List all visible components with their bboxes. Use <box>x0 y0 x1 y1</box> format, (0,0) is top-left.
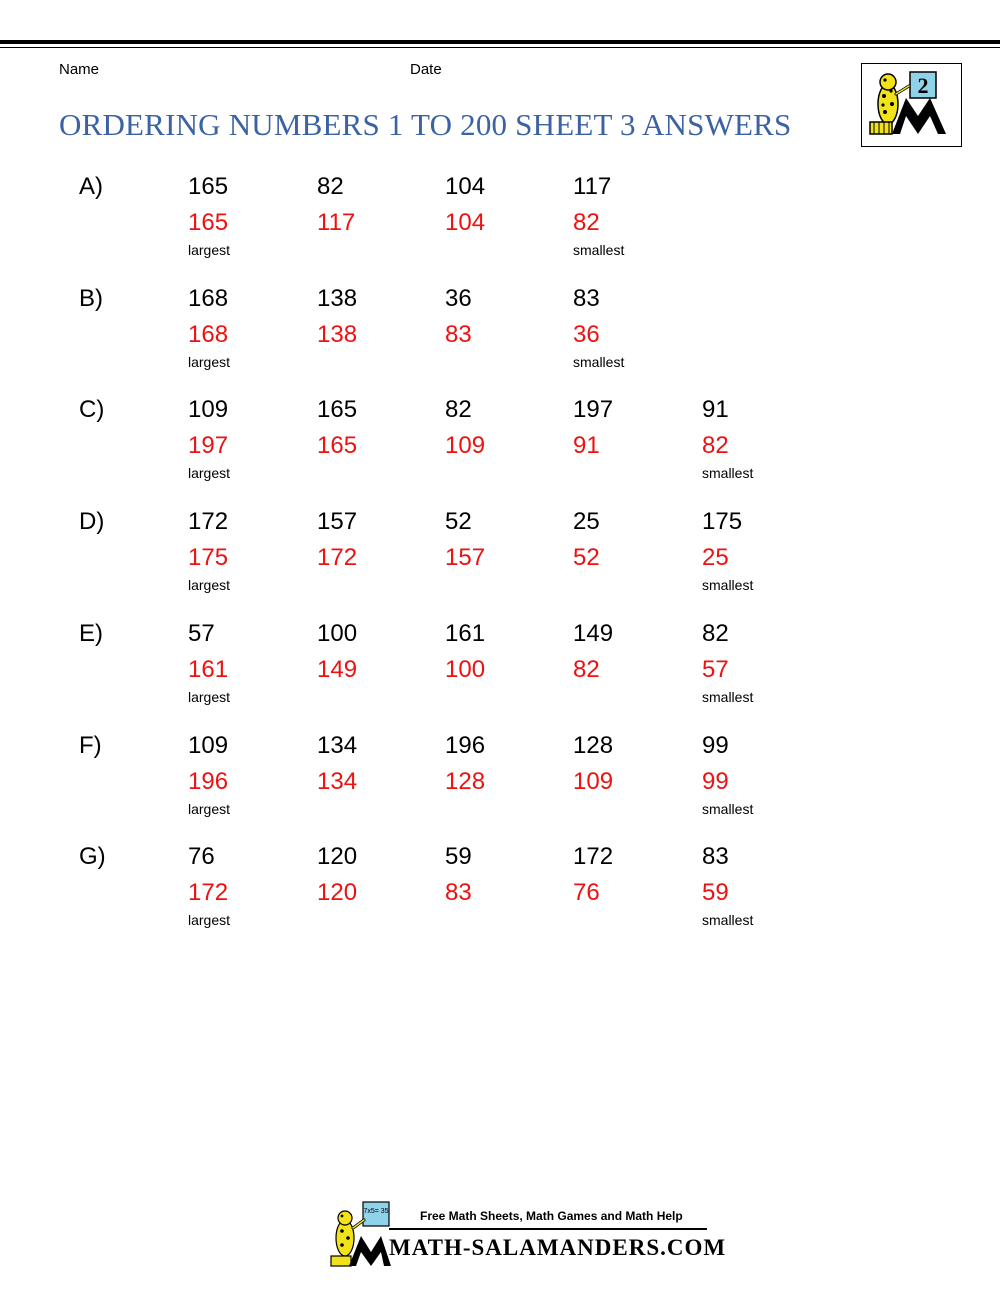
top-rule-thick <box>0 40 1000 44</box>
largest-label: largest <box>188 689 231 705</box>
problem-row <box>0 731 1000 831</box>
given-number: 91 <box>702 396 729 423</box>
smallest-label: smallest <box>702 912 754 928</box>
given-number: 99 <box>702 732 729 759</box>
problem-row <box>0 619 1000 719</box>
given-number: 128 <box>573 732 614 759</box>
ordered-answer: 76 <box>573 879 600 906</box>
ordered-answer: 128 <box>445 768 486 795</box>
problem-row <box>0 172 1000 272</box>
problem-label: D) <box>79 508 105 535</box>
footer-brand <box>327 1200 727 1270</box>
problem-label: E) <box>79 620 103 647</box>
footer-site-name: MATH-SALAMANDERS.COM <box>389 1235 727 1260</box>
largest-label: largest <box>188 465 231 481</box>
ordered-answer: 109 <box>573 768 614 795</box>
ordered-answer: 197 <box>188 432 229 459</box>
ordered-answer: 172 <box>188 879 229 906</box>
given-number: 83 <box>702 843 729 870</box>
largest-label: largest <box>188 354 231 370</box>
smallest-label: smallest <box>573 242 625 258</box>
problem-row <box>0 842 1000 942</box>
largest-label: largest <box>188 801 231 817</box>
smallest-label: smallest <box>702 801 754 817</box>
footer-salamander-icon <box>327 1200 391 1270</box>
smallest-label: smallest <box>573 354 625 370</box>
given-number: 157 <box>317 508 358 535</box>
ordered-answer: 138 <box>317 321 358 348</box>
ordered-answer: 120 <box>317 879 358 906</box>
ordered-answer: 83 <box>445 879 472 906</box>
given-number: 59 <box>445 843 472 870</box>
name-label: Name <box>59 61 100 78</box>
footer-rule <box>389 1228 707 1230</box>
ordered-answer: 109 <box>445 432 486 459</box>
ordered-answer: 83 <box>445 321 472 348</box>
given-number: 138 <box>317 285 358 312</box>
given-number: 197 <box>573 396 614 423</box>
ordered-answer: 82 <box>702 432 729 459</box>
salamander-logo-icon <box>862 64 961 146</box>
largest-label: largest <box>188 242 231 258</box>
given-number: 109 <box>188 396 229 423</box>
ordered-answer: 104 <box>445 209 486 236</box>
given-number: 196 <box>445 732 486 759</box>
largest-label: largest <box>188 912 231 928</box>
ordered-answer: 117 <box>317 209 356 236</box>
ordered-answer: 99 <box>702 768 729 795</box>
given-number: 175 <box>702 508 743 535</box>
ordered-answer: 134 <box>317 768 358 795</box>
given-number: 82 <box>702 620 729 647</box>
given-number: 76 <box>188 843 215 870</box>
given-number: 25 <box>573 508 600 535</box>
ordered-answer: 82 <box>573 656 600 683</box>
ordered-answer: 25 <box>702 544 729 571</box>
ordered-answer: 161 <box>188 656 229 683</box>
given-number: 100 <box>317 620 358 647</box>
logo-digit: 2 <box>917 73 929 98</box>
smallest-label: smallest <box>702 577 754 593</box>
date-label: Date <box>410 61 442 78</box>
given-number: 83 <box>573 285 600 312</box>
ordered-answer: 52 <box>573 544 600 571</box>
problem-label: A) <box>79 173 103 200</box>
ordered-answer: 157 <box>445 544 486 571</box>
ordered-answer: 57 <box>702 656 729 683</box>
ordered-answer: 149 <box>317 656 358 683</box>
ordered-answer: 172 <box>317 544 358 571</box>
problem-label: F) <box>79 732 102 759</box>
smallest-label: smallest <box>702 465 754 481</box>
given-number: 134 <box>317 732 358 759</box>
page-title: ORDERING NUMBERS 1 TO 200 SHEET 3 ANSWERS <box>59 107 792 142</box>
given-number: 52 <box>445 508 472 535</box>
problem-label: G) <box>79 843 106 870</box>
ordered-answer: 82 <box>573 209 600 236</box>
ordered-answer: 165 <box>188 209 229 236</box>
ordered-answer: 175 <box>188 544 229 571</box>
given-number: 117 <box>573 173 612 200</box>
given-number: 57 <box>188 620 215 647</box>
largest-label: largest <box>188 577 231 593</box>
problem-row <box>0 507 1000 607</box>
given-number: 172 <box>188 508 229 535</box>
given-number: 82 <box>317 173 344 200</box>
given-number: 36 <box>445 285 472 312</box>
given-number: 168 <box>188 285 229 312</box>
smallest-label: smallest <box>702 689 754 705</box>
problem-label: B) <box>79 285 103 312</box>
ordered-answer: 91 <box>573 432 600 459</box>
ordered-answer: 59 <box>702 879 729 906</box>
given-number: 165 <box>188 173 229 200</box>
ordered-answer: 168 <box>188 321 229 348</box>
top-rule-thin <box>0 47 1000 48</box>
given-number: 172 <box>573 843 614 870</box>
problem-label: C) <box>79 396 105 423</box>
given-number: 161 <box>445 620 486 647</box>
ordered-answer: 196 <box>188 768 229 795</box>
grade-logo <box>861 63 962 147</box>
problem-row <box>0 395 1000 495</box>
given-number: 82 <box>445 396 472 423</box>
ordered-answer: 165 <box>317 432 358 459</box>
given-number: 120 <box>317 843 358 870</box>
footer-mini-board-text: 7x5= 35 <box>363 1208 389 1215</box>
problem-row <box>0 284 1000 384</box>
given-number: 165 <box>317 396 358 423</box>
given-number: 104 <box>445 173 486 200</box>
ordered-answer: 36 <box>573 321 600 348</box>
footer-tagline: Free Math Sheets, Math Games and Math Help <box>420 1209 683 1223</box>
given-number: 109 <box>188 732 229 759</box>
given-number: 149 <box>573 620 614 647</box>
ordered-answer: 100 <box>445 656 486 683</box>
